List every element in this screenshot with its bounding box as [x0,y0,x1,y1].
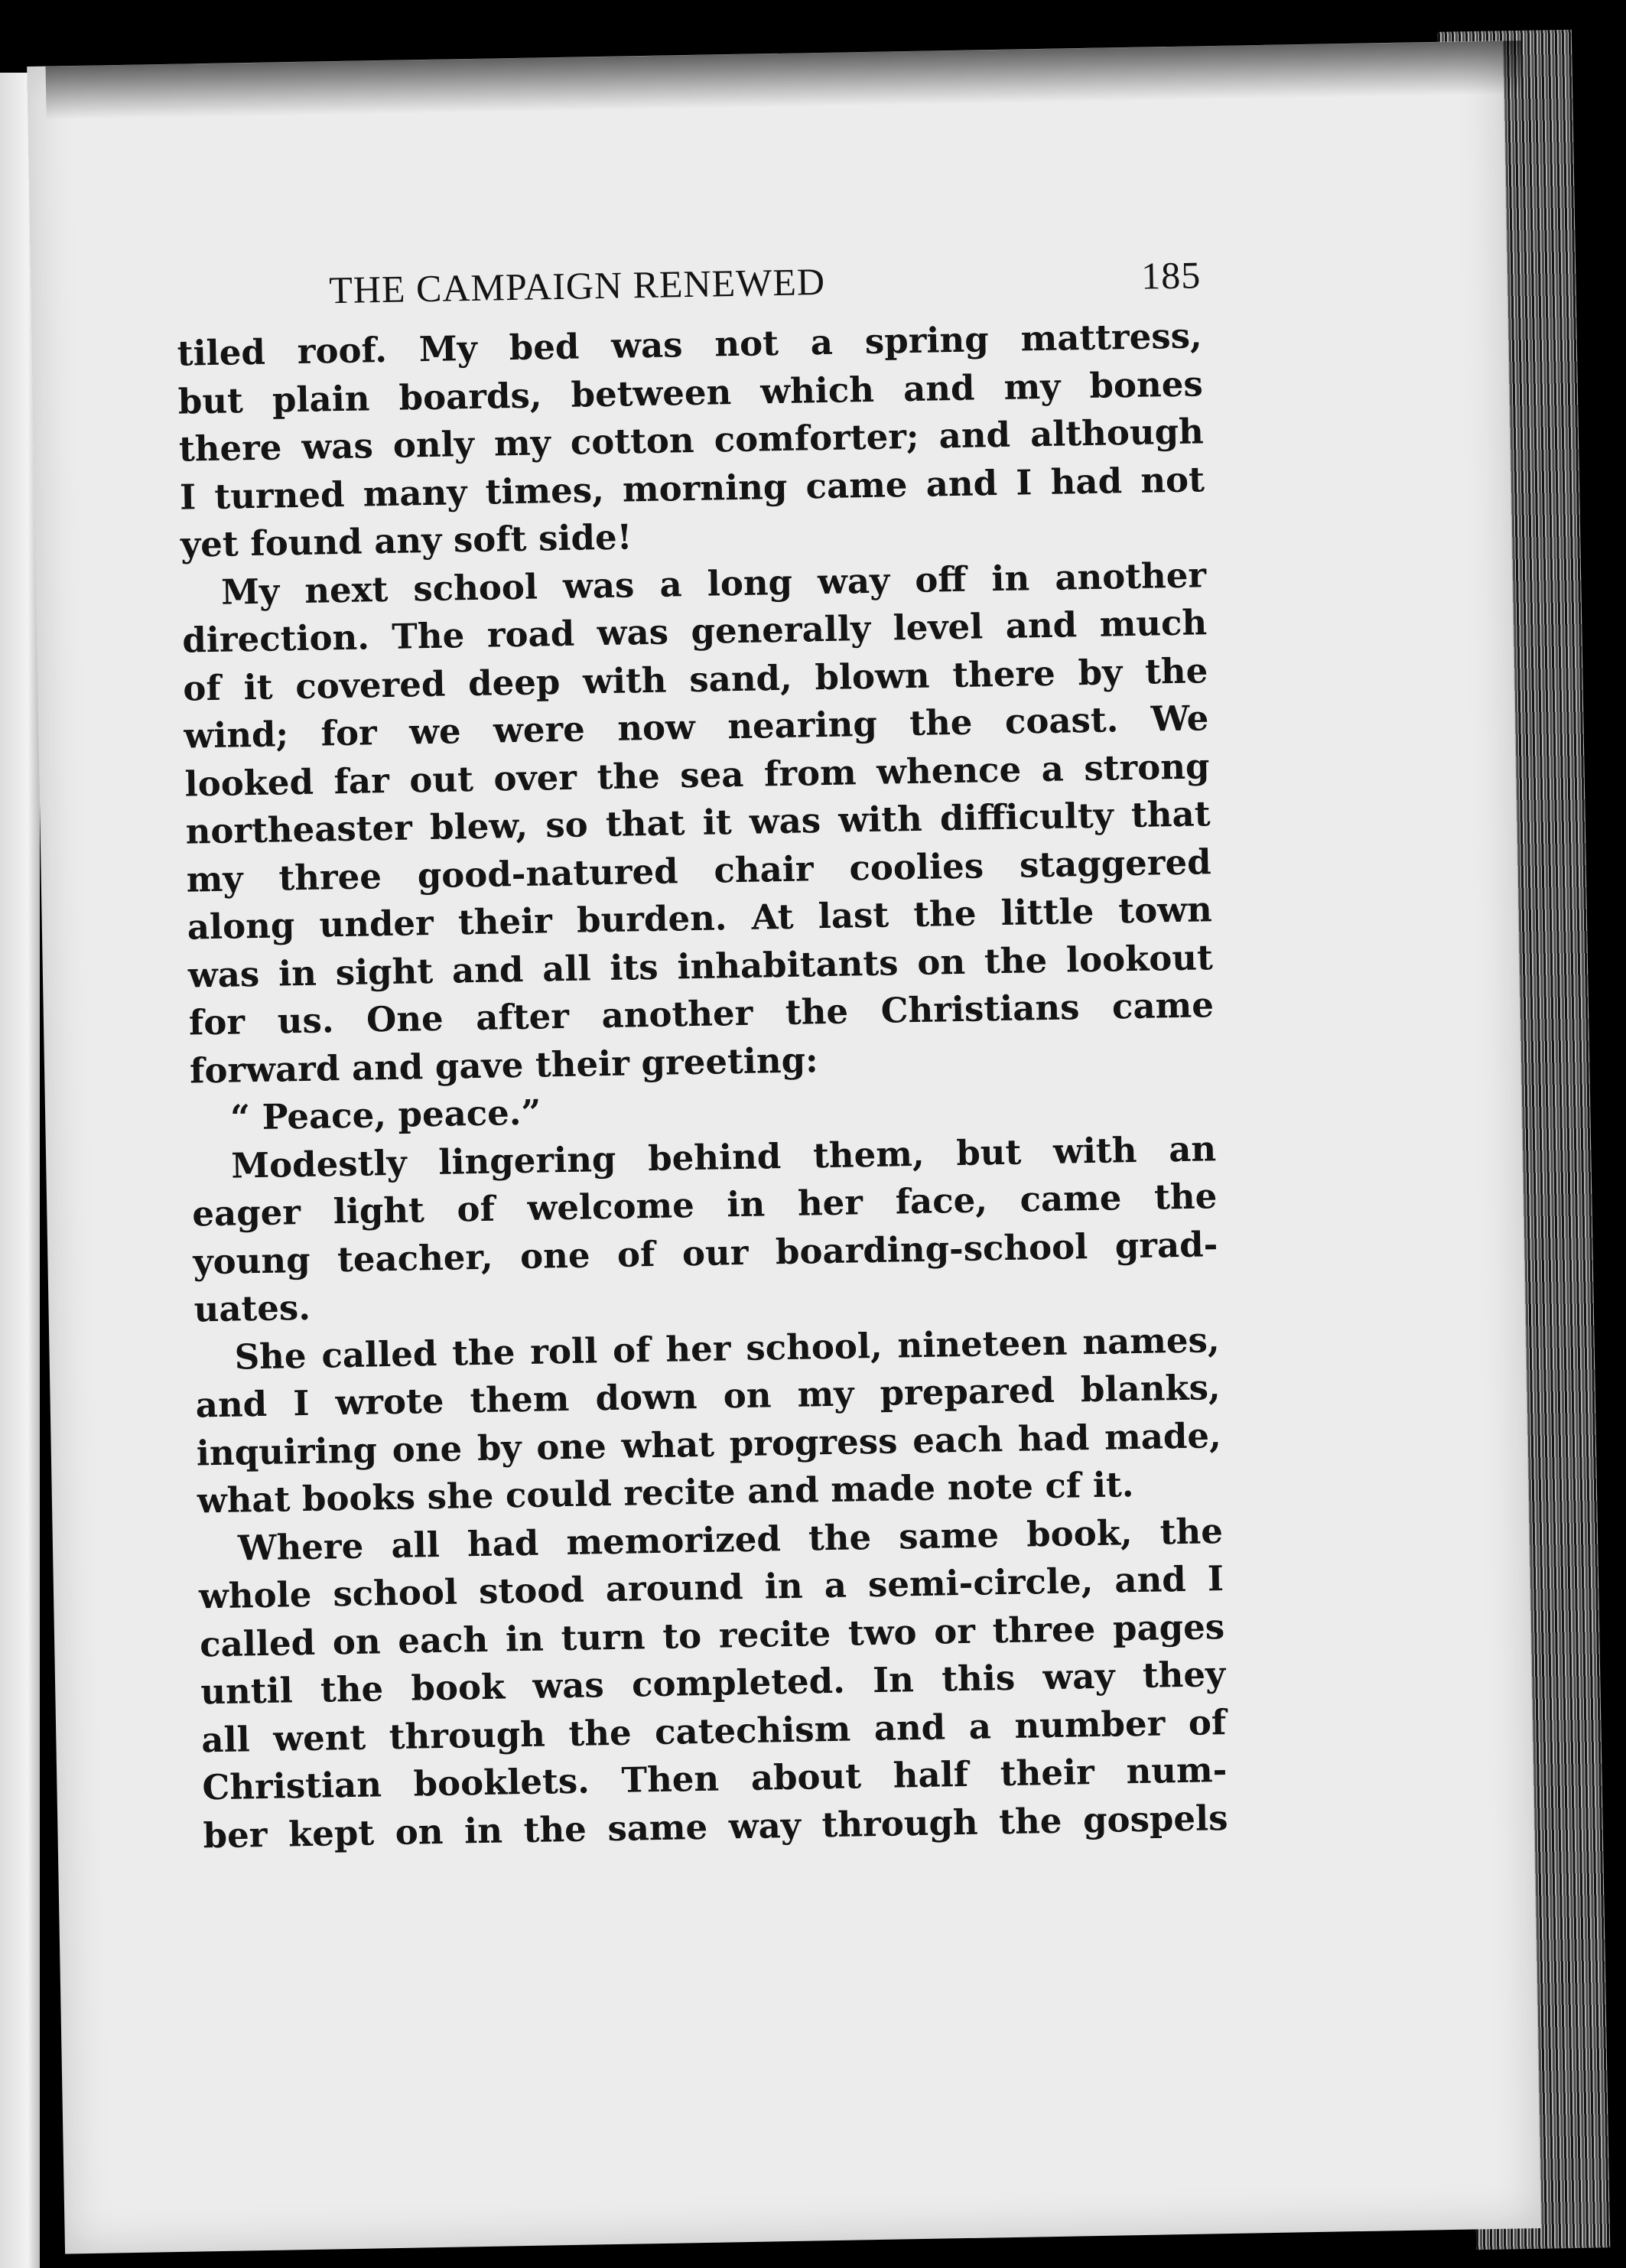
text-line: called on each in turn to recite two or three pages [199,1606,1225,1664]
text-line: yet found any soft side! [180,516,633,565]
text-line: all went through the catechism and a number of [200,1701,1227,1760]
text-line: tiled roof. My bed was not a spring mattress, [177,315,1203,374]
text-line: She called the roll of her school, nineteen names, [234,1319,1220,1378]
text-line: forward and gave their greeting: [189,1039,819,1092]
text-line: until the book was completed. In this way they [200,1654,1226,1713]
text-line: looked far out over the sea from whence a strong [184,745,1210,805]
text-line: there was only my cotton comforter; and although [178,411,1205,470]
text-line: of it covered deep with sand, blown there by the [182,649,1208,709]
text-line: eager light of welcome in her face, came the [191,1176,1218,1235]
text-line: what books she could recite and made note cf it. [197,1464,1134,1521]
text-line: along under their burden. At last the little town [187,889,1213,948]
text-block [176,252,1228,1860]
text-line: I turned many times, morning came and I had not [179,458,1205,518]
text-line: was in sight and all its inhabitants on the lookout [187,936,1214,996]
text-line: inquiring one by one what progress each had made, [196,1414,1222,1473]
text-line: but plain boards, between which and my bones [177,363,1204,422]
text-line: Christian booklets. Then about half their num- [202,1749,1228,1808]
text-line: uates. [193,1287,311,1330]
text-line: for us. One after another the Christians came [188,984,1215,1043]
text-line: young teacher, one of our boarding-school grad- [193,1223,1218,1283]
text-line: Where all had memorized the same book, the [237,1510,1224,1569]
text-line: wind; for we were now nearing the coast. We [184,698,1209,757]
text-line: northeaster blew, so that it was with difficulty that [185,793,1211,852]
text-line: My next school was a long way off in another [220,554,1207,613]
text-line: Modestly lingering behind them, but with an [230,1127,1217,1186]
text-line: ber kept on in the same way through the gospels [203,1797,1228,1856]
text-line: “ Peace, peace.” [229,1092,541,1138]
running-head-title: THE CAMPAIGN RENEWED [328,259,826,312]
book-page [27,41,1541,2253]
text-line: direction. The road was generally level and much [181,602,1208,661]
text-line: whole school stood around in a semi-circle, and I [198,1558,1224,1617]
text-line: and I wrote them down on my prepared blanks, [195,1367,1221,1426]
text-line: my three good-natured chair coolies staggered [186,841,1212,900]
page-number: 185 [1140,253,1202,298]
